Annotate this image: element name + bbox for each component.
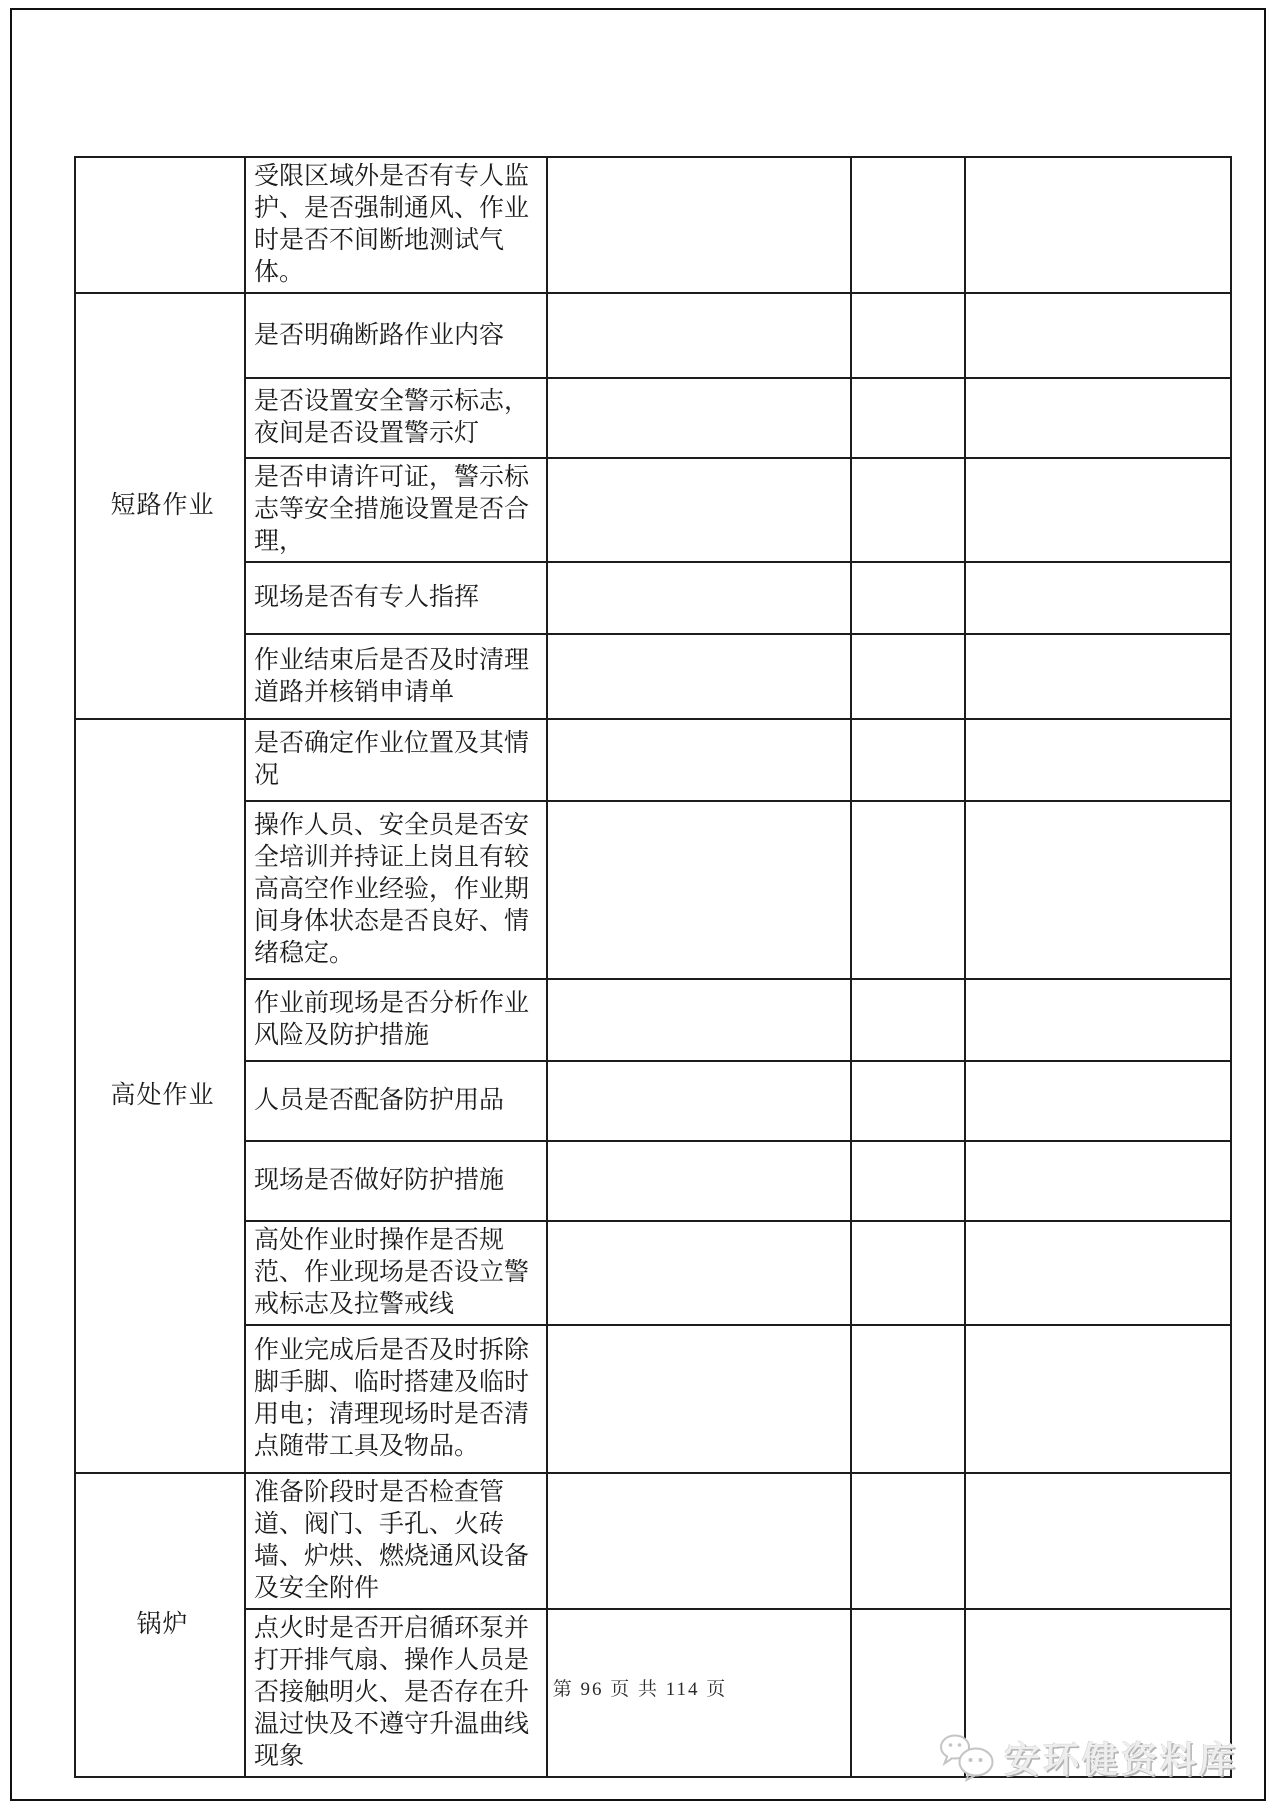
checklist-item-cell: 是否申请许可证，警示标志等安全措施设置是否合理，: [245, 458, 547, 562]
entry-cell: [965, 157, 1231, 293]
entry-cell: [547, 719, 851, 801]
entry-cell: [851, 157, 965, 293]
entry-cell: [547, 801, 851, 979]
table-row: [75, 1221, 1231, 1325]
table-row: [75, 1473, 1231, 1609]
entry-cell: [851, 1473, 965, 1609]
entry-cell: [965, 979, 1231, 1061]
entry-cell: [547, 1325, 851, 1473]
category-cell-boiler: 锅炉: [75, 1473, 245, 1777]
page-number: 第 96 页 共 114 页: [552, 1679, 728, 1700]
table-row: [75, 1325, 1231, 1473]
entry-cell: [851, 1221, 965, 1325]
checklist-item-cell: 作业前现场是否分析作业风险及防护措施: [245, 979, 547, 1061]
category-cell-road-closure: 短路作业: [75, 293, 245, 719]
entry-cell: [851, 801, 965, 979]
table-row: [75, 1141, 1231, 1221]
table-row: [75, 458, 1231, 562]
checklist-item-cell: 是否设置安全警示标志，夜间是否设置警示灯: [245, 378, 547, 458]
entry-cell: [547, 979, 851, 1061]
table-row: [75, 1061, 1231, 1141]
entry-cell: [851, 1061, 965, 1141]
entry-cell: [547, 458, 851, 562]
checklist-item-cell: 高处作业时操作是否规范、作业现场是否设立警戒标志及拉警戒线: [245, 1221, 547, 1325]
entry-cell: [851, 719, 965, 801]
entry-cell: [851, 1325, 965, 1473]
entry-cell: [965, 562, 1231, 634]
entry-cell: [965, 293, 1231, 378]
checklist-item-cell: 人员是否配备防护用品: [245, 1061, 547, 1141]
checklist-item-cell: 作业结束后是否及时清理道路并核销申请单: [245, 634, 547, 719]
entry-cell: [965, 1061, 1231, 1141]
entry-cell: [851, 458, 965, 562]
checklist-item-cell: 操作人员、安全员是否安全培训并持证上岗且有较高高空作业经验，作业期间身体状态是否良好、情绪稳定。: [245, 801, 547, 979]
checklist-table: [74, 156, 1232, 1778]
entry-cell: [965, 801, 1231, 979]
entry-cell: [851, 634, 965, 719]
table-row: [75, 157, 1231, 293]
entry-cell: [547, 157, 851, 293]
entry-cell: [965, 634, 1231, 719]
entry-cell: [547, 1221, 851, 1325]
entry-cell: [965, 719, 1231, 801]
table-row: [75, 719, 1231, 801]
entry-cell: [547, 293, 851, 378]
entry-cell: [851, 1141, 965, 1221]
table-row: [75, 378, 1231, 458]
entry-cell: [547, 1061, 851, 1141]
entry-cell: [547, 1141, 851, 1221]
entry-cell: [851, 378, 965, 458]
entry-cell: [965, 378, 1231, 458]
table-row: [75, 562, 1231, 634]
entry-cell: [547, 562, 851, 634]
entry-cell: [965, 1473, 1231, 1609]
entry-cell: [547, 634, 851, 719]
table-row: [75, 293, 1231, 378]
entry-cell: [965, 1221, 1231, 1325]
checklist-item-cell: 是否确定作业位置及其情况: [245, 719, 547, 801]
chat-bubbles-icon: [938, 1734, 996, 1782]
checklist-item-cell: 现场是否有专人指挥: [245, 562, 547, 634]
entry-cell: [851, 293, 965, 378]
checklist-item-cell: 点火时是否开启循环泵并打开排气扇、操作人员是否接触明火、是否存在升温过快及不遵守升温曲线现象: [245, 1609, 547, 1777]
checklist-item-cell: 受限区域外是否有专人监护、是否强制通风、作业时是否不间断地测试气体。: [245, 157, 547, 293]
brand-name: 安环健资料库: [1003, 1739, 1238, 1780]
entry-cell: [965, 458, 1231, 562]
table-row: [75, 979, 1231, 1061]
brand-logo: [938, 1732, 1238, 1783]
table-row: [75, 801, 1231, 979]
table-row: [75, 634, 1231, 719]
entry-cell: [851, 562, 965, 634]
category-cell-continued: [75, 157, 245, 293]
entry-cell: [965, 1141, 1231, 1221]
entry-cell: [851, 979, 965, 1061]
entry-cell: [547, 378, 851, 458]
category-cell-work-at-height: 高处作业: [75, 719, 245, 1473]
checklist-item-cell: 是否明确断路作业内容: [245, 293, 547, 378]
entry-cell: [965, 1325, 1231, 1473]
checklist-item-cell: 现场是否做好防护措施: [245, 1141, 547, 1221]
checklist-item-cell: 准备阶段时是否检查管道、阀门、手孔、火砖墙、炉烘、燃烧通风设备及安全附件: [245, 1473, 547, 1609]
checklist-item-cell: 作业完成后是否及时拆除脚手脚、临时搭建及临时用电；清理现场时是否清点随带工具及物品。: [245, 1325, 547, 1473]
entry-cell: [547, 1473, 851, 1609]
